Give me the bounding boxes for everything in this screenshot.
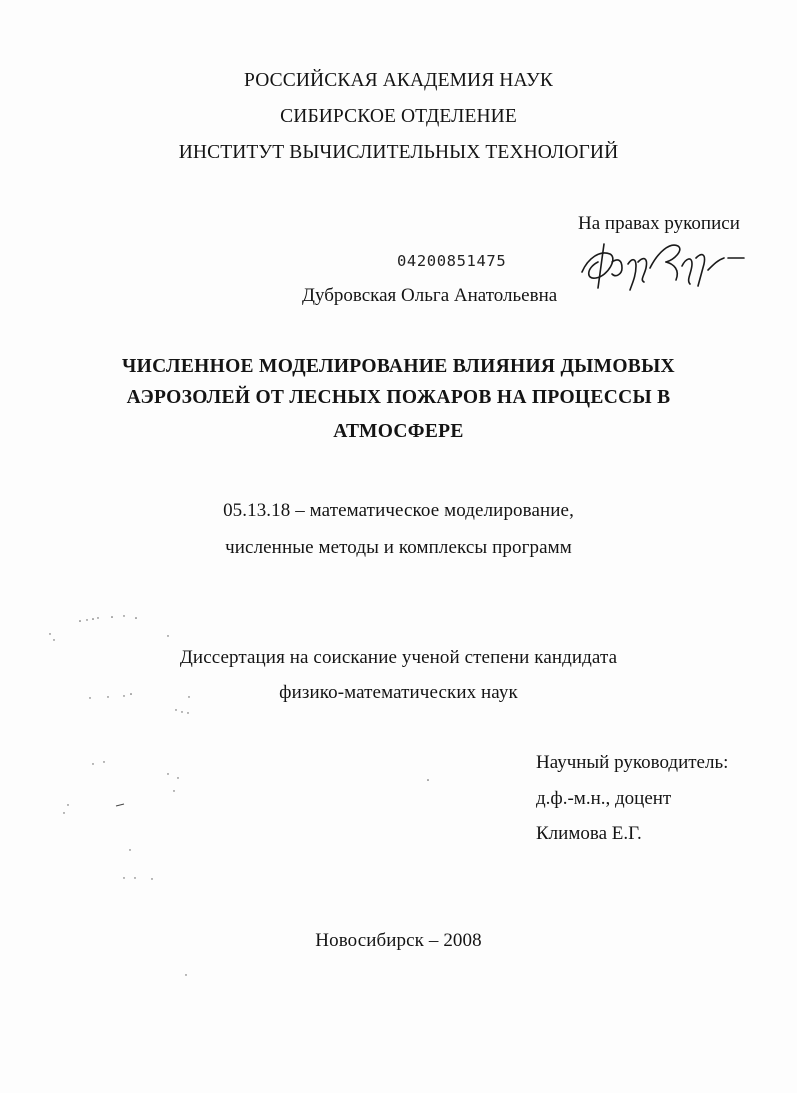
manuscript-note: На правах рукописи xyxy=(578,213,740,234)
specialty-line-1: 05.13.18 – математическое моделирование, xyxy=(223,500,574,521)
signature-icon xyxy=(578,228,748,298)
supervisor-name: Климова Е.Г. xyxy=(536,823,642,844)
division-name: СИБИРСКОЕ ОТДЕЛЕНИЕ xyxy=(280,106,517,127)
supervisor-label: Научный руководитель: xyxy=(536,752,729,773)
city-year: Новосибирск – 2008 xyxy=(315,930,482,951)
degree-line-2: физико-математических наук xyxy=(279,682,518,703)
specialty-line-2: численные методы и комплексы программ xyxy=(225,537,572,558)
institute-name: ИНСТИТУТ ВЫЧИСЛИТЕЛЬНЫХ ТЕХНОЛОГИЙ xyxy=(178,142,619,163)
author-name: Дубровская Ольга Анатольевна xyxy=(302,285,558,306)
catalog-number: 04200851475 xyxy=(397,252,507,270)
title-line-1: ЧИСЛЕННОЕ МОДЕЛИРОВАНИЕ ВЛИЯНИЯ ДЫМОВЫХ xyxy=(122,356,675,377)
degree-line-1: Диссертация на соискание ученой степени кандидата xyxy=(179,647,618,668)
supervisor-degree: д.ф.-м.н., доцент xyxy=(536,788,672,809)
title-line-3: АТМОСФЕРЕ xyxy=(333,421,464,442)
academy-name: РОССИЙСКАЯ АКАДЕМИЯ НАУК xyxy=(244,70,553,91)
title-line-2: АЭРОЗОЛЕЙ ОТ ЛЕСНЫХ ПОЖАРОВ НА ПРОЦЕССЫ В xyxy=(126,387,671,408)
